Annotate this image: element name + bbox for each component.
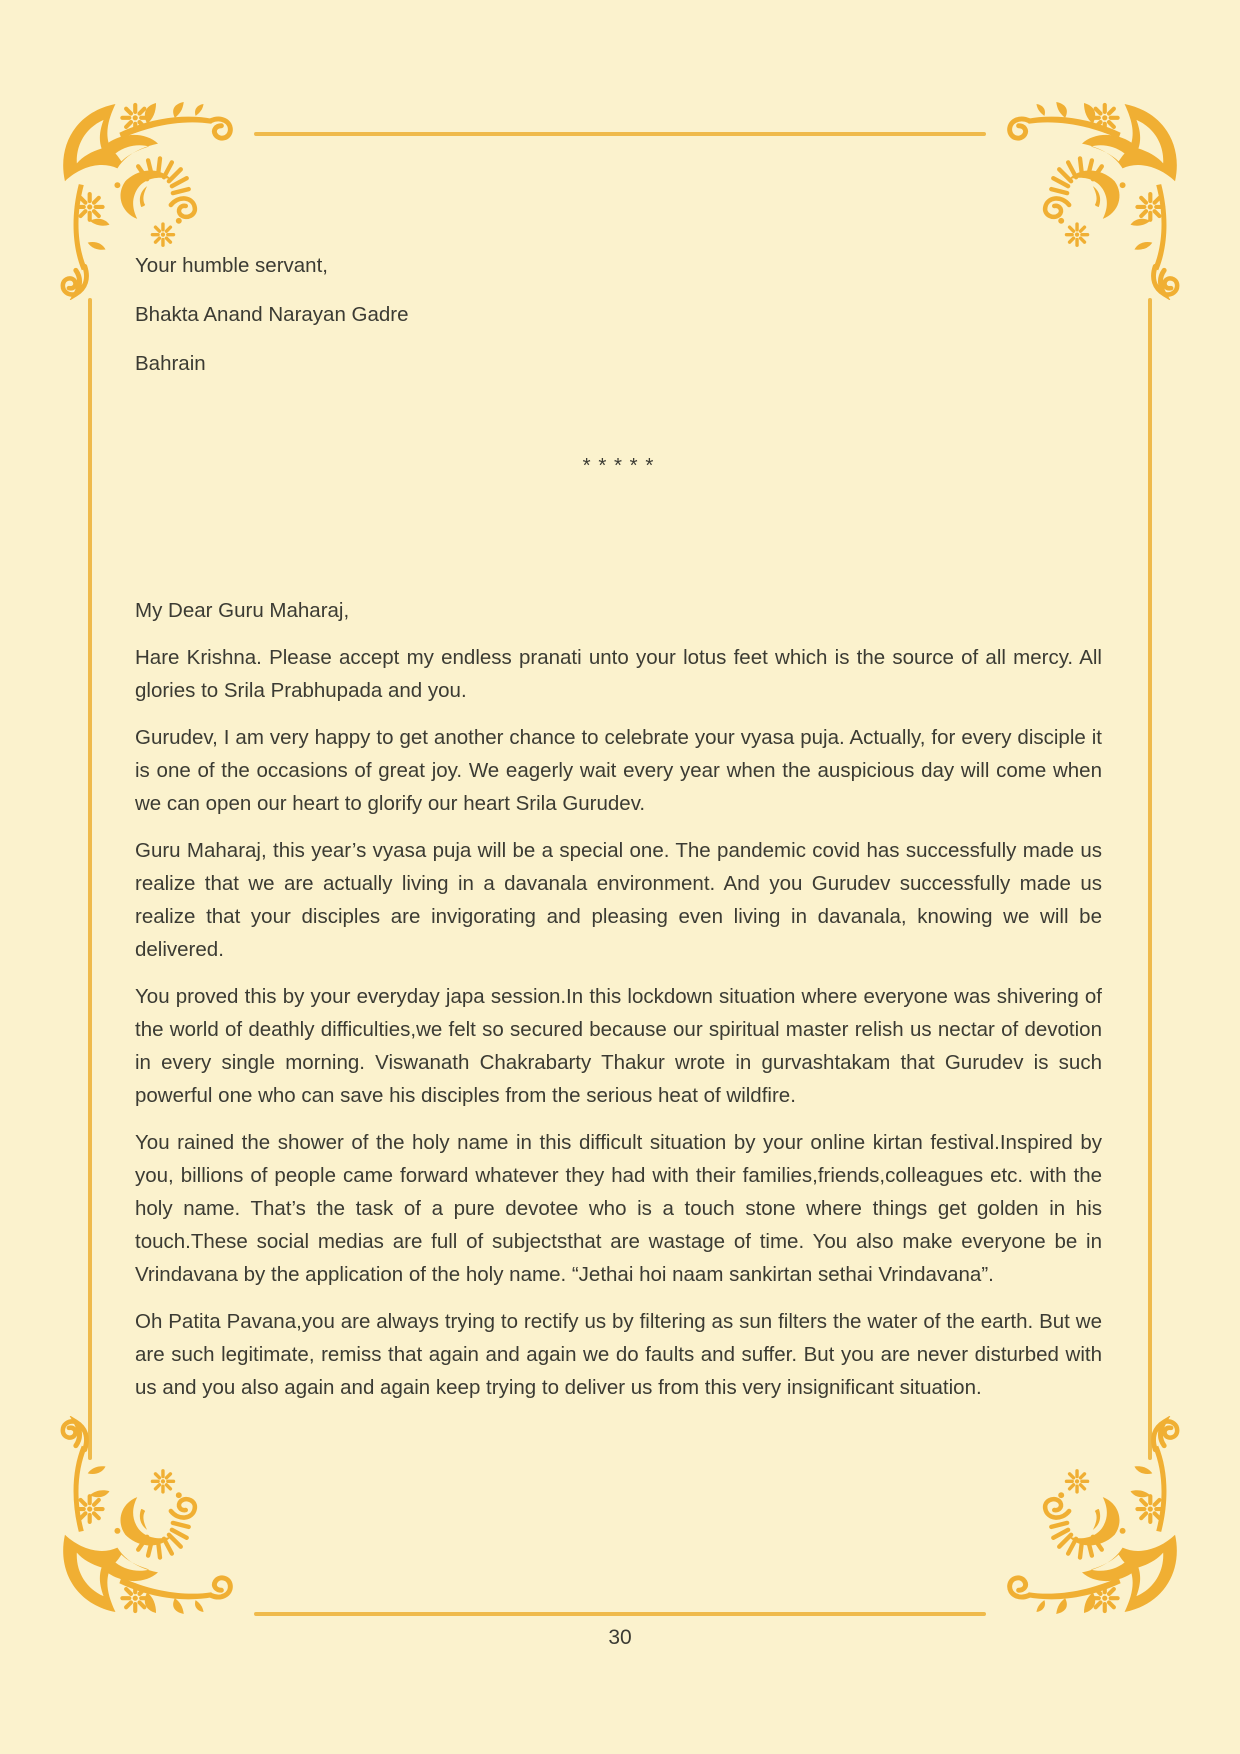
- author-location: Bahrain: [135, 352, 206, 375]
- letter-paragraph: Gurudev, I am very happy to get another chance to celebrate your vyasa puja. Actually, for every disciple it is one of the occasions of great joy. We eagerly wait every year when the auspicious day will come when we can open our heart to glorify our heart Srila Gurudev.: [135, 726, 1102, 815]
- author-name: Bhakta Anand Narayan Gadre: [135, 303, 409, 326]
- salutation: My Dear Guru Maharaj,: [135, 599, 350, 622]
- border-line-right: [1148, 298, 1152, 1460]
- corner-flourish-ornament-bottom-right: [982, 1416, 1180, 1614]
- letter-paragraph: You rained the shower of the holy name in this difficult situation by your online kirtan festival.Inspired by you, billions of people came forward whatever they had with their families,friends,colleagues etc. with the holy name. That’s the task of a pure devotee who is a touch stone where things get golden in his touch.These social medias are full of subjectsthat are wastage of time. You also make everyone be in Vrindavana by the application of the holy name. “Jethai hoi naam sankirtan sethai Vrindavana”.: [135, 1131, 1102, 1286]
- letter-paragraph: Guru Maharaj, this year’s vyasa puja will be a special one. The pandemic covid has successfully made us realize that we are actually living in a davanala environment. And you Gurudev successfully made us realize that your disciples are invigorating and pleasing even living in davanala, knowing we will be delivered.: [135, 839, 1102, 961]
- valediction: Your humble servant,: [135, 254, 328, 277]
- border-line-left: [88, 298, 92, 1460]
- border-line-bottom: [254, 1612, 986, 1616]
- letter-paragraph: You proved this by your everyday japa session.In this lockdown situation where everyone was shivering of the world of deathly difficulties,we felt so secured because our spiritual master relish us nectar of devotion in every single morning. Viswanath Chakrabarty Thakur wrote in gurvashtakam that Gurudev is such powerful one who can save his disciples from the serious heat of wildfire.: [135, 985, 1102, 1107]
- letter-paragraph: Oh Patita Pavana,you are always trying to rectify us by filtering as sun filters the water of the earth. But we are such legitimate, remiss that again and again we do faults and suffer. But you are never disturbed with us and you also again and again keep trying to deliver us from this very insignificant situation.: [135, 1310, 1102, 1399]
- corner-flourish-ornament-bottom-left: [60, 1416, 258, 1614]
- letter-content: [135, 0, 1102, 1418]
- section-separator: * * * * *: [582, 454, 655, 477]
- letter-paragraph: Hare Krishna. Please accept my endless pranati unto your lotus feet which is the source of all mercy. All glories to Srila Prabhupada and you.: [135, 646, 1102, 702]
- page-number: 30: [608, 1626, 632, 1649]
